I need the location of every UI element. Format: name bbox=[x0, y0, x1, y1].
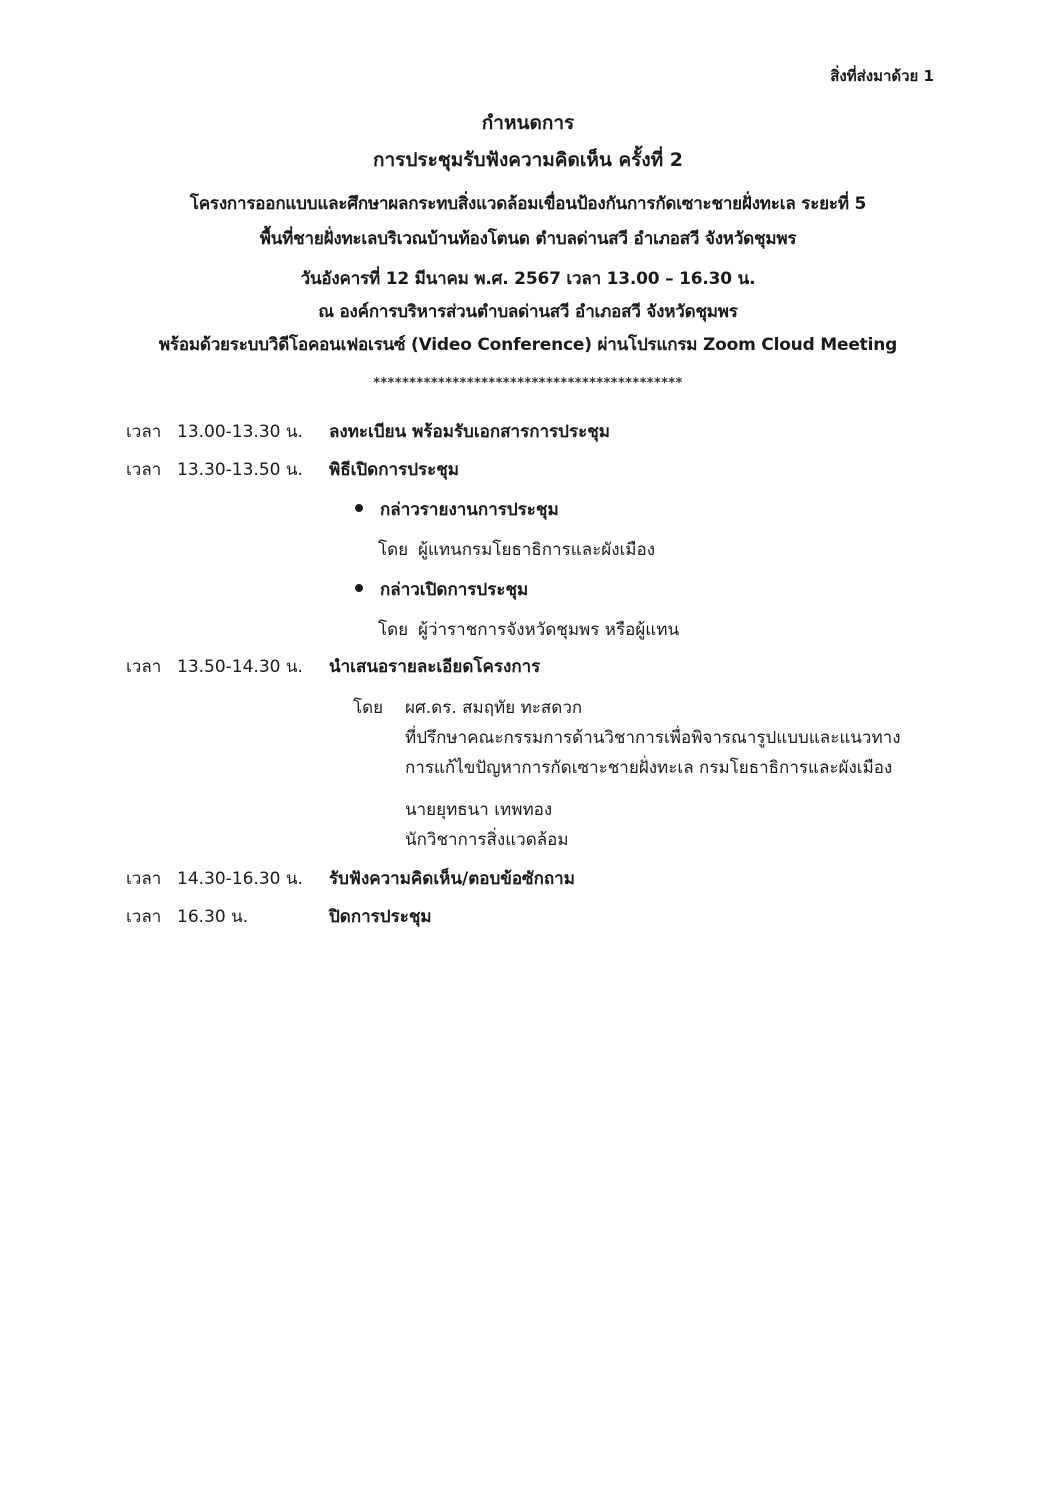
schedule-item-3: นำเสนอรายละเอียดโครงการ bbox=[329, 657, 541, 677]
bullet-icon bbox=[355, 584, 363, 592]
time-label: เวลา bbox=[126, 869, 162, 889]
speaker-report: ผู้แทนกรมโยธาธิการและผังเมือง bbox=[418, 540, 656, 560]
presenter-2-role: นักวิชาการสิ่งแวดล้อม bbox=[405, 830, 569, 850]
project-name-line2: พื้นที่ชายฝั่งทะเลบริเวณบ้านท้องโตนด ตำบลด่านสวี อำเภอสวี จังหวัดชุมพร bbox=[259, 229, 797, 249]
schedule-time-2: 13.30-13.50 น. bbox=[177, 460, 303, 480]
schedule-time-4: 14.30-16.30 น. bbox=[177, 869, 303, 889]
schedule-time-5: 16.30 น. bbox=[177, 907, 249, 927]
schedule-item-4: รับฟังความคิดเห็น/ตอบข้อซักถาม bbox=[329, 869, 575, 889]
time-label: เวลา bbox=[126, 422, 162, 442]
document-title: กำหนดการ bbox=[481, 112, 575, 134]
schedule-item-1: ลงทะเบียน พร้อมรับเอกสารการประชุม bbox=[329, 422, 610, 442]
by-label: โดย bbox=[378, 620, 409, 640]
by-label: โดย bbox=[353, 698, 384, 718]
by-label: โดย bbox=[378, 540, 409, 560]
separator-line: ******************************************* bbox=[373, 376, 683, 391]
bullet-icon bbox=[355, 504, 363, 512]
schedule-item-5: ปิดการประชุม bbox=[329, 907, 432, 927]
time-label: เวลา bbox=[126, 460, 162, 480]
presenter-1-role-line2: การแก้ไขปัญหาการกัดเซาะชายฝั่งทะเล กรมโยธาธิการและผังเมือง bbox=[405, 758, 893, 778]
schedule-time-1: 13.00-13.30 น. bbox=[177, 422, 303, 442]
meeting-date: วันอังคารที่ 12 มีนาคม พ.ศ. 2567 เวลา 13.00 – 16.30 น. bbox=[300, 269, 756, 289]
schedule-item-2: พิธีเปิดการประชุม bbox=[329, 460, 459, 480]
sub-item-opening: กล่าวเปิดการประชุม bbox=[380, 580, 529, 600]
presenter-1-name: ผศ.ดร. สมฤทัย ทะสดวก bbox=[405, 698, 583, 718]
time-label: เวลา bbox=[126, 657, 162, 677]
time-label: เวลา bbox=[126, 907, 162, 927]
presenter-2-name: นายยุทธนา เทพทอง bbox=[405, 800, 553, 820]
sub-item-report: กล่าวรายงานการประชุม bbox=[380, 500, 559, 520]
presenter-1-role-line1: ที่ปรึกษาคณะกรรมการด้านวิชาการเพื่อพิจารณารูปแบบและแนวทาง bbox=[405, 728, 901, 748]
meeting-subtitle: การประชุมรับฟังความคิดเห็น ครั้งที่ 2 bbox=[372, 149, 684, 171]
schedule-time-3: 13.50-14.30 น. bbox=[177, 657, 303, 677]
project-name-line1: โครงการออกแบบและศึกษาผลกระทบสิ่งแวดล้อมเขื่อนป้องกันการกัดเซาะชายฝั่งทะเล ระยะที่ 5 bbox=[189, 194, 867, 214]
meeting-venue: ณ องค์การบริหารส่วนตำบลด่านสวี อำเภอสวี จังหวัดชุมพร bbox=[318, 302, 738, 322]
speaker-opening: ผู้ว่าราชการจังหวัดชุมพร หรือผู้แทน bbox=[418, 620, 680, 640]
meeting-online-info: พร้อมด้วยระบบวิดีโอคอนเฟอเรนซ์ (Video Conference) ผ่านโปรแกรม Zoom Cloud Meeting bbox=[158, 335, 898, 355]
attachment-label: สิ่งที่ส่งมาด้วย 1 bbox=[830, 67, 934, 85]
